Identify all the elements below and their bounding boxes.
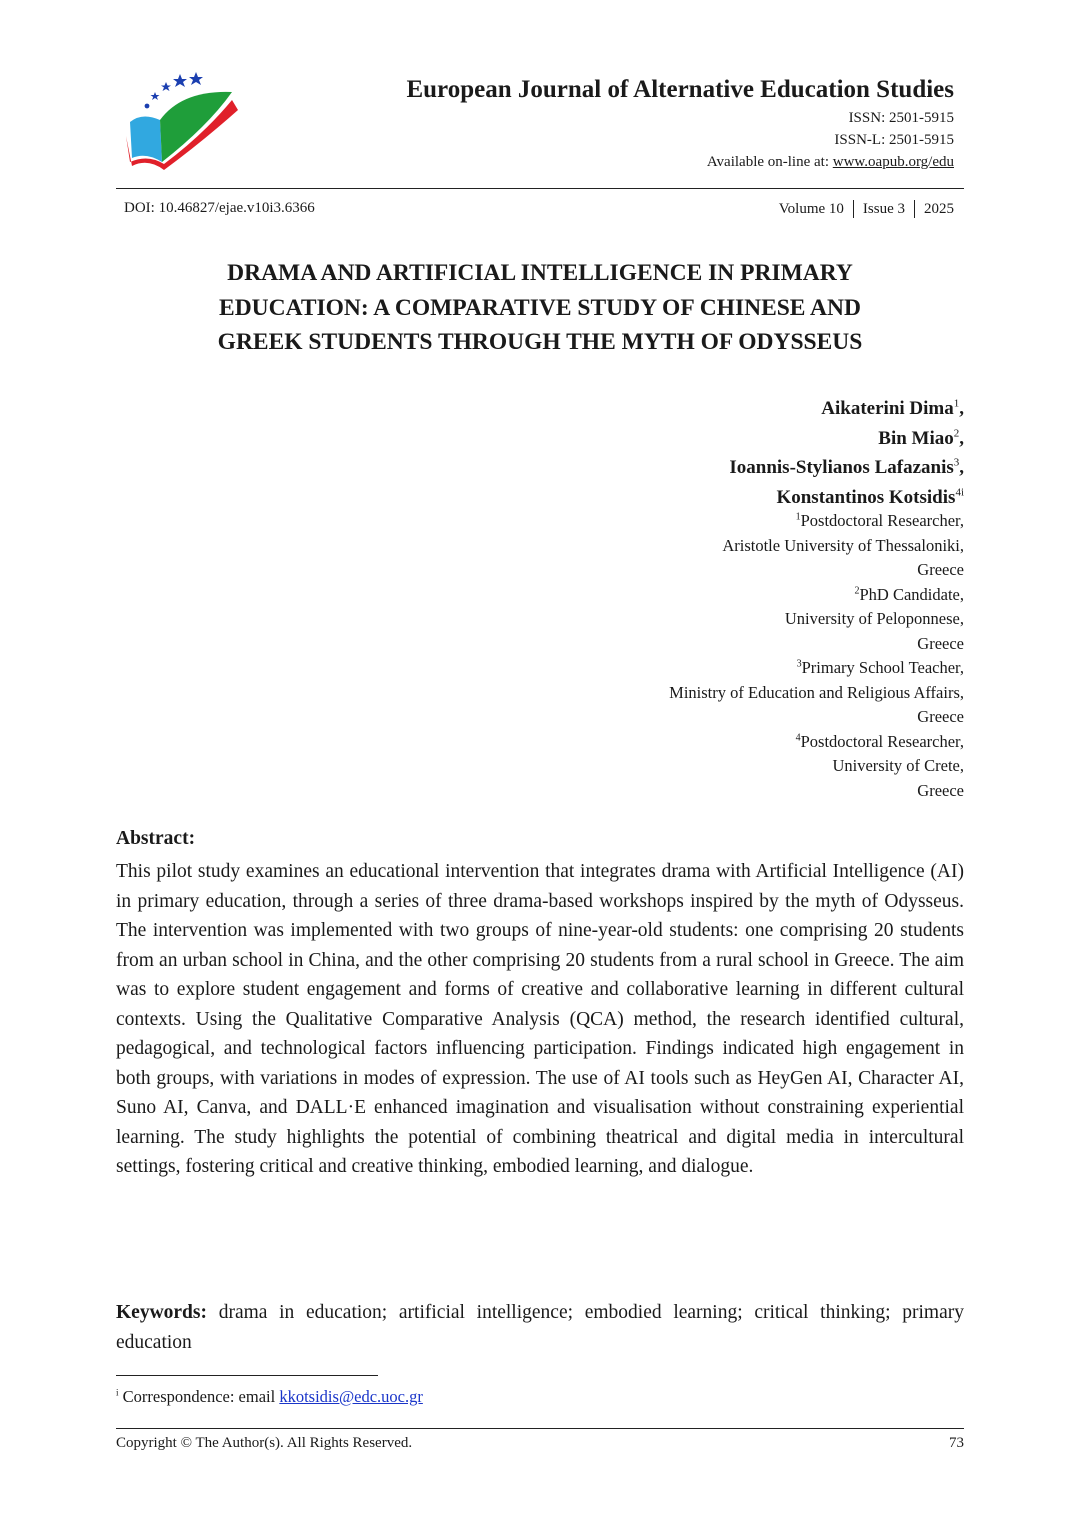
issn: ISSN: 2501-5915 <box>848 110 954 126</box>
journal-logo <box>120 70 245 175</box>
author: Bin Miao$^2$, <box>878 427 964 449</box>
keywords-label: Keywords: <box>116 1302 207 1323</box>
header-divider <box>116 188 964 189</box>
title-line: DRAMA AND ARTIFICIAL INTELLIGENCE IN PRIMARY <box>227 260 853 286</box>
title-line: GREEK STUDENTS THROUGH THE MYTH OF ODYSSEUS <box>217 329 863 355</box>
affiliation-line: $^1$Postdoctoral Researcher, <box>795 511 964 530</box>
affiliation-line: $^4$Postdoctoral Researcher, <box>795 731 964 751</box>
author: Aikaterini Dima$^1$, <box>821 397 964 419</box>
volume: Volume 10 <box>778 200 844 217</box>
title-line: EDUCATION: A COMPARATIVE STUDY OF CHINESE AND <box>219 294 861 321</box>
available-label: Available on-line at: <box>706 154 830 170</box>
affiliation-line: Greece <box>917 633 964 653</box>
affiliation-line: $^3$Primary School Teacher, <box>796 658 964 677</box>
separator <box>853 200 854 218</box>
footnote-text: Correspondence: email <box>122 1387 276 1406</box>
paper-title <box>116 256 964 360</box>
issue: Issue 3 <box>862 200 905 217</box>
abstract-body: This pilot study examines an educational intervention that integrates drama with Artificial Intelligence (AI) in primary education, through a series of three drama-based workshops inspired by the myth of Odysseus. The intervention was implemented with two groups of nine-year-old students: one comprising 20 students from an urban school in China, and the other comprising 20 students from a rural school in Greece. The aim was to explore student engagement and forms of creative and collaborative learning in different cultural contexts. Using the Qualitative Comparative Analysis (QCA) method, the research identified cultural, pedagogical, and technological factors influencing participation. Findings indicated high engagement in both groups, with variations in modes of expression. The use of AI tools such as HeyGen AI, Character AI, Suno AI, Canva, and DALL·E enhanced imagination and visualisation without constraining experiential learning. The study highlights the potential of combining theatrical and digital media in intercultural settings, fostering critical and creative thinking, embodied learning, and dialogue. <box>116 861 964 1177</box>
journal-title: European Journal of Alternative Education Studies <box>406 76 954 103</box>
affiliation-line: Greece <box>917 707 964 726</box>
copyright: Copyright © The Author(s). All Rights Reserved. <box>116 1435 413 1451</box>
issn-l: ISSN-L: 2501-5915 <box>834 132 954 148</box>
affiliation-line: University of Peloponnese, <box>784 609 964 628</box>
affiliation-list <box>669 509 964 803</box>
keywords-text: drama in education; artificial intelligence; embodied learning; critical thinking; primary education <box>116 1302 964 1353</box>
author: Konstantinos Kotsidis$^{4i}$ <box>776 486 964 508</box>
affiliation-line: Greece <box>917 780 964 800</box>
doi: DOI: 10.46827/ejae.v10i3.6366 <box>124 200 315 216</box>
page-number: 73 <box>949 1435 964 1451</box>
year: 2025 <box>924 200 954 217</box>
footnote <box>116 1387 423 1407</box>
footer-divider <box>116 1428 964 1429</box>
author-list <box>729 394 964 512</box>
book-right-page <box>160 92 232 162</box>
abstract-heading: Abstract: <box>116 828 196 849</box>
footnote-marker: i <box>116 1387 119 1398</box>
author: Ioannis-Stylianos Lafazanis$^3$, <box>729 456 964 478</box>
correspondence-email-link[interactable]: kkotsidis@edc.uoc.gr <box>279 1387 423 1406</box>
book-left-page <box>130 116 162 162</box>
volume-issue-year <box>779 200 954 218</box>
footnote-divider <box>116 1375 378 1376</box>
affiliation-line: Greece <box>917 560 964 579</box>
availability-line <box>707 154 954 171</box>
keywords <box>116 1298 964 1357</box>
affiliation-line: Ministry of Education and Religious Affairs, <box>669 682 964 702</box>
affiliation-line: $^2$PhD Candidate, <box>854 584 964 604</box>
affiliation-line: Aristotle University of Thessaloniki, <box>722 535 964 555</box>
journal-url-link[interactable]: www.oapub.org/edu <box>832 154 954 170</box>
separator <box>914 200 915 218</box>
affiliation-line: University of Crete, <box>832 756 964 775</box>
